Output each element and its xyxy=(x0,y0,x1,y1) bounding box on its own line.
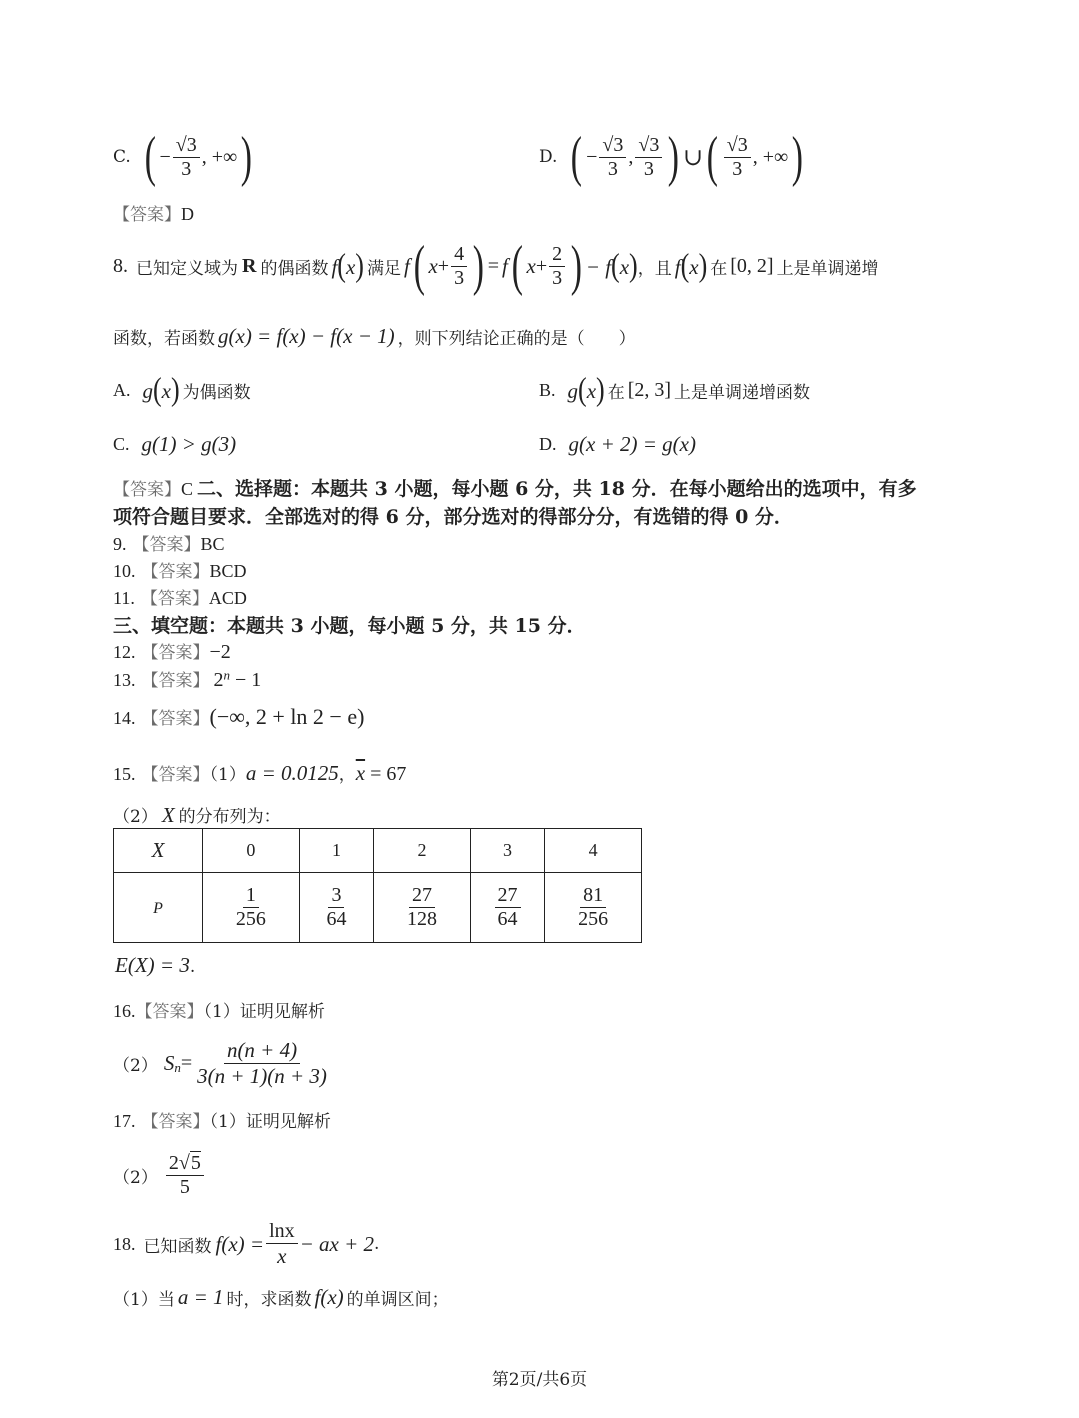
q8-option-b xyxy=(539,371,811,408)
random-variable: X xyxy=(161,803,175,827)
answer-row xyxy=(113,638,231,664)
table-cell: 1 xyxy=(299,829,373,873)
option-label: A. xyxy=(113,379,131,400)
q8-stem-line1 xyxy=(113,236,879,296)
q16-part2 xyxy=(113,1033,332,1093)
right-paren: ) xyxy=(241,126,253,188)
answer-row xyxy=(113,704,364,730)
answer-value: BCD xyxy=(209,561,247,581)
sub-text: 的单调区间； xyxy=(346,1289,449,1310)
interval: [0, 2] xyxy=(730,254,774,277)
answer-tag: 【答案】 xyxy=(140,589,209,609)
fraction-numerator: n(n + 4) xyxy=(224,1038,300,1063)
answer-tag: 【答案】 xyxy=(141,765,210,785)
left-paren: ( xyxy=(571,126,583,188)
interval-tail: , +∞ xyxy=(752,145,789,168)
fraction: $\frac{3}{64}$ xyxy=(326,884,347,930)
sum-symbol: S xyxy=(163,1050,175,1075)
fraction: $\frac{27}{128}$ xyxy=(406,884,437,930)
answer-tag: 【答案】 xyxy=(132,535,201,555)
section2-heading-line2: 项符合题目要求．全部选对的得 6 分，部分选对的得部分分，有选错的得 0 分． xyxy=(113,506,793,528)
answer-tail: − 1 xyxy=(230,669,262,691)
sub-text: 时，求函数 xyxy=(226,1289,312,1310)
answer-value: 2 xyxy=(213,669,224,691)
set-r: R xyxy=(242,254,257,277)
q7-option-c xyxy=(113,126,256,188)
fraction: $\frac{27}{64}$ xyxy=(495,884,521,931)
answer-tag: 【答案】 xyxy=(113,480,181,500)
stem-text: 在 xyxy=(710,258,728,279)
answer-value: (−∞, 2 + ln 2 − e) xyxy=(209,704,365,729)
option-label: C. xyxy=(113,433,130,454)
interval-tail: , +∞ xyxy=(201,145,238,168)
sub-text: （1）当 xyxy=(113,1289,175,1310)
func-f: f(x) xyxy=(674,247,708,284)
fraction-numerator: lnx xyxy=(266,1220,298,1244)
var-x: x xyxy=(526,253,536,278)
answer-number: 9. xyxy=(113,534,127,554)
var-x: x xyxy=(428,253,438,278)
fraction-denominator: 3(n + 1)(n + 3) xyxy=(197,1063,327,1088)
option-text: 为偶函数 xyxy=(182,382,251,403)
fraction-denominator: 5 xyxy=(179,1175,190,1198)
minus-sign: − xyxy=(586,145,598,168)
left-paren: ( xyxy=(413,235,425,297)
fraction-numerator: 4 xyxy=(451,243,467,267)
answer-value: C xyxy=(181,479,194,499)
answer-tag: 【答案】 xyxy=(141,671,210,691)
answer-value: D xyxy=(181,204,194,224)
table-cell xyxy=(203,873,300,943)
fraction-numerator: 2 xyxy=(549,243,565,267)
q7-answer xyxy=(113,200,194,225)
part-label: （2） xyxy=(113,807,158,827)
option-expression: g(1) > g(3) xyxy=(141,431,237,456)
fraction xyxy=(166,1152,204,1199)
function-definition: g(x) = f(x) − f(x − 1) xyxy=(218,323,395,348)
stem-text: 上是单调递增 xyxy=(776,258,879,279)
plus-sign: + xyxy=(535,254,548,277)
table-cell: X xyxy=(114,829,203,873)
plus-sign: + xyxy=(437,254,450,277)
answer-number: 12. xyxy=(113,642,136,662)
answer-tag: 【答案】 xyxy=(135,1002,204,1022)
answer-tag: 【答案】 xyxy=(141,1112,210,1132)
function-tail: − ax + 2 xyxy=(299,1231,375,1256)
answer-value: ACD xyxy=(208,588,247,608)
part-label: （1） xyxy=(209,765,246,785)
fraction xyxy=(724,134,751,181)
option-text: 在 xyxy=(607,382,625,403)
fraction xyxy=(451,243,467,290)
equals-sign: = xyxy=(180,1051,193,1074)
fraction-denominator: 3 xyxy=(181,157,192,180)
q15-answer xyxy=(113,760,406,786)
fraction-denominator: 3 xyxy=(607,157,618,180)
table-cell xyxy=(374,873,471,943)
table-cell: 4 xyxy=(545,829,642,873)
answer-number: 10. xyxy=(113,561,136,581)
part-text: （1）证明见解析 xyxy=(203,1002,325,1022)
separator: ， xyxy=(338,765,356,785)
comma: , xyxy=(628,145,634,168)
fraction xyxy=(635,134,662,181)
left-paren: ( xyxy=(144,126,156,188)
stem-text: 已知函数 xyxy=(143,1236,212,1257)
option-label: D. xyxy=(539,147,558,167)
fraction xyxy=(194,1038,330,1087)
right-paren: ) xyxy=(472,235,485,297)
stem-text: 函数，若函数 xyxy=(113,328,215,349)
option-label: D. xyxy=(539,433,557,454)
question-number: 8. xyxy=(113,254,128,277)
answer-value: −2 xyxy=(209,641,231,663)
stem-text: ，且 xyxy=(637,258,672,279)
answer-tag: 【答案】 xyxy=(141,562,210,582)
part-text: 的分布列为： xyxy=(178,807,281,827)
answer-tag: 【答案】 xyxy=(113,205,181,225)
page-footer: 第2页/共6页 xyxy=(491,1370,588,1390)
interval: [2, 3] xyxy=(627,378,672,401)
expectation-expr: E(X) = 3 xyxy=(115,953,190,977)
equals-sign: = xyxy=(487,254,500,277)
func-f: f(x) xyxy=(331,247,364,284)
right-paren: ) xyxy=(792,126,804,188)
fraction xyxy=(549,243,565,290)
fraction-numerator: √3 xyxy=(173,134,200,158)
section2-heading: 二、选择题：本题共 3 小题，每小题 6 分，共 18 分．在每小题给出的选项中，有多 xyxy=(197,478,917,500)
fraction-denominator: 3 xyxy=(732,157,743,180)
fraction xyxy=(599,134,626,181)
fraction-denominator: 3 xyxy=(454,266,465,289)
fraction-denominator: x xyxy=(277,1243,287,1268)
union-sign: ∪ xyxy=(683,144,704,171)
func-f: f xyxy=(502,253,508,278)
function-lhs: f(x) = xyxy=(215,1231,265,1256)
q17-answer xyxy=(113,1107,331,1132)
answer-number: 14. xyxy=(113,708,136,728)
answer-row xyxy=(113,666,261,692)
distribution-table xyxy=(113,828,642,943)
left-paren: ( xyxy=(511,235,523,297)
option-text: 上是单调递增函数 xyxy=(674,382,811,403)
table-cell: P xyxy=(114,873,203,943)
table-cell xyxy=(545,873,642,943)
answer-row xyxy=(113,557,247,582)
answer-number: 16. xyxy=(113,1001,136,1021)
part-label: （2） xyxy=(113,1055,158,1076)
exponent: n xyxy=(223,667,230,683)
table-cell: 0 xyxy=(203,829,300,873)
option-label: B. xyxy=(539,379,556,400)
q8-stem-line2 xyxy=(113,320,636,352)
q16-answer xyxy=(113,997,325,1022)
stem-text: 满足 xyxy=(366,258,401,279)
fraction: $\frac{81}{256}$ xyxy=(578,884,609,930)
period: . xyxy=(189,957,196,977)
option-label: C. xyxy=(113,147,131,167)
fraction-denominator: 3 xyxy=(643,157,654,180)
option-expression: g(x + 2) = g(x) xyxy=(568,431,696,456)
fraction-numerator: √3 xyxy=(635,134,662,158)
q8-answer-and-section2 xyxy=(113,474,917,501)
q17-part2 xyxy=(113,1146,206,1204)
xbar-symbol: $\overline{x}$ xyxy=(355,761,366,785)
function-ref: f(x) xyxy=(314,1284,344,1309)
q8-option-a xyxy=(113,371,251,408)
table-cell: 2 xyxy=(374,829,471,873)
left-paren: ( xyxy=(706,126,719,188)
table-cell: 3 xyxy=(470,829,544,873)
fraction-numerator: √3 xyxy=(724,134,751,158)
right-paren: ) xyxy=(570,235,583,297)
answer-value: BC xyxy=(200,534,225,554)
answer-row xyxy=(113,584,247,609)
q18-stem xyxy=(113,1214,379,1274)
fraction-denominator: 3 xyxy=(552,266,563,289)
fraction xyxy=(173,134,200,181)
question-number: 18. xyxy=(113,1233,136,1254)
stem-text: ，则下列结论正确的是（ ） xyxy=(397,328,636,349)
q8-option-c xyxy=(113,428,236,460)
section3-heading: 三、填空题：本题共 3 小题，每小题 5 分，共 15 分． xyxy=(113,615,586,637)
fraction xyxy=(266,1220,298,1268)
right-paren: ) xyxy=(668,126,680,188)
part-label: （2） xyxy=(113,1167,158,1188)
stem-text: 的偶函数 xyxy=(260,258,329,279)
minus-sign: − xyxy=(159,145,171,168)
q18-sub1 xyxy=(113,1282,449,1312)
table-row xyxy=(114,873,642,943)
table-row xyxy=(114,829,642,873)
answer-number: 11. xyxy=(113,588,135,608)
func-g: g(x) xyxy=(567,371,605,408)
table-cell xyxy=(470,873,544,943)
answer-row xyxy=(113,530,225,555)
answer-number: 15. xyxy=(113,764,136,784)
stem-text: 已知定义域为 xyxy=(136,258,238,279)
answer-number: 13. xyxy=(113,670,136,690)
func-g: g(x) xyxy=(142,371,180,408)
fraction-numerator: √3 xyxy=(599,134,626,158)
q8-option-d xyxy=(539,428,696,460)
answer-number: 17. xyxy=(113,1111,136,1131)
subscript: n xyxy=(174,1060,181,1075)
period: . xyxy=(374,1234,380,1254)
fraction-numerator: 2√5 xyxy=(166,1152,204,1176)
func-f: f xyxy=(403,253,410,278)
answer-tag: 【答案】 xyxy=(141,643,210,663)
q15-part2 xyxy=(113,802,281,828)
func-f: − f(x) xyxy=(585,247,638,284)
part-text: （1）证明见解析 xyxy=(209,1112,331,1132)
expectation xyxy=(115,953,195,978)
a-value: a = 0.0125 xyxy=(245,761,339,785)
xbar-value: = 67 xyxy=(365,763,407,785)
condition: a = 1 xyxy=(177,1284,224,1309)
q7-option-d xyxy=(539,126,807,188)
fraction: $\frac{1}{256}$ xyxy=(235,884,266,930)
answer-tag: 【答案】 xyxy=(141,709,210,729)
table-cell xyxy=(299,873,373,943)
